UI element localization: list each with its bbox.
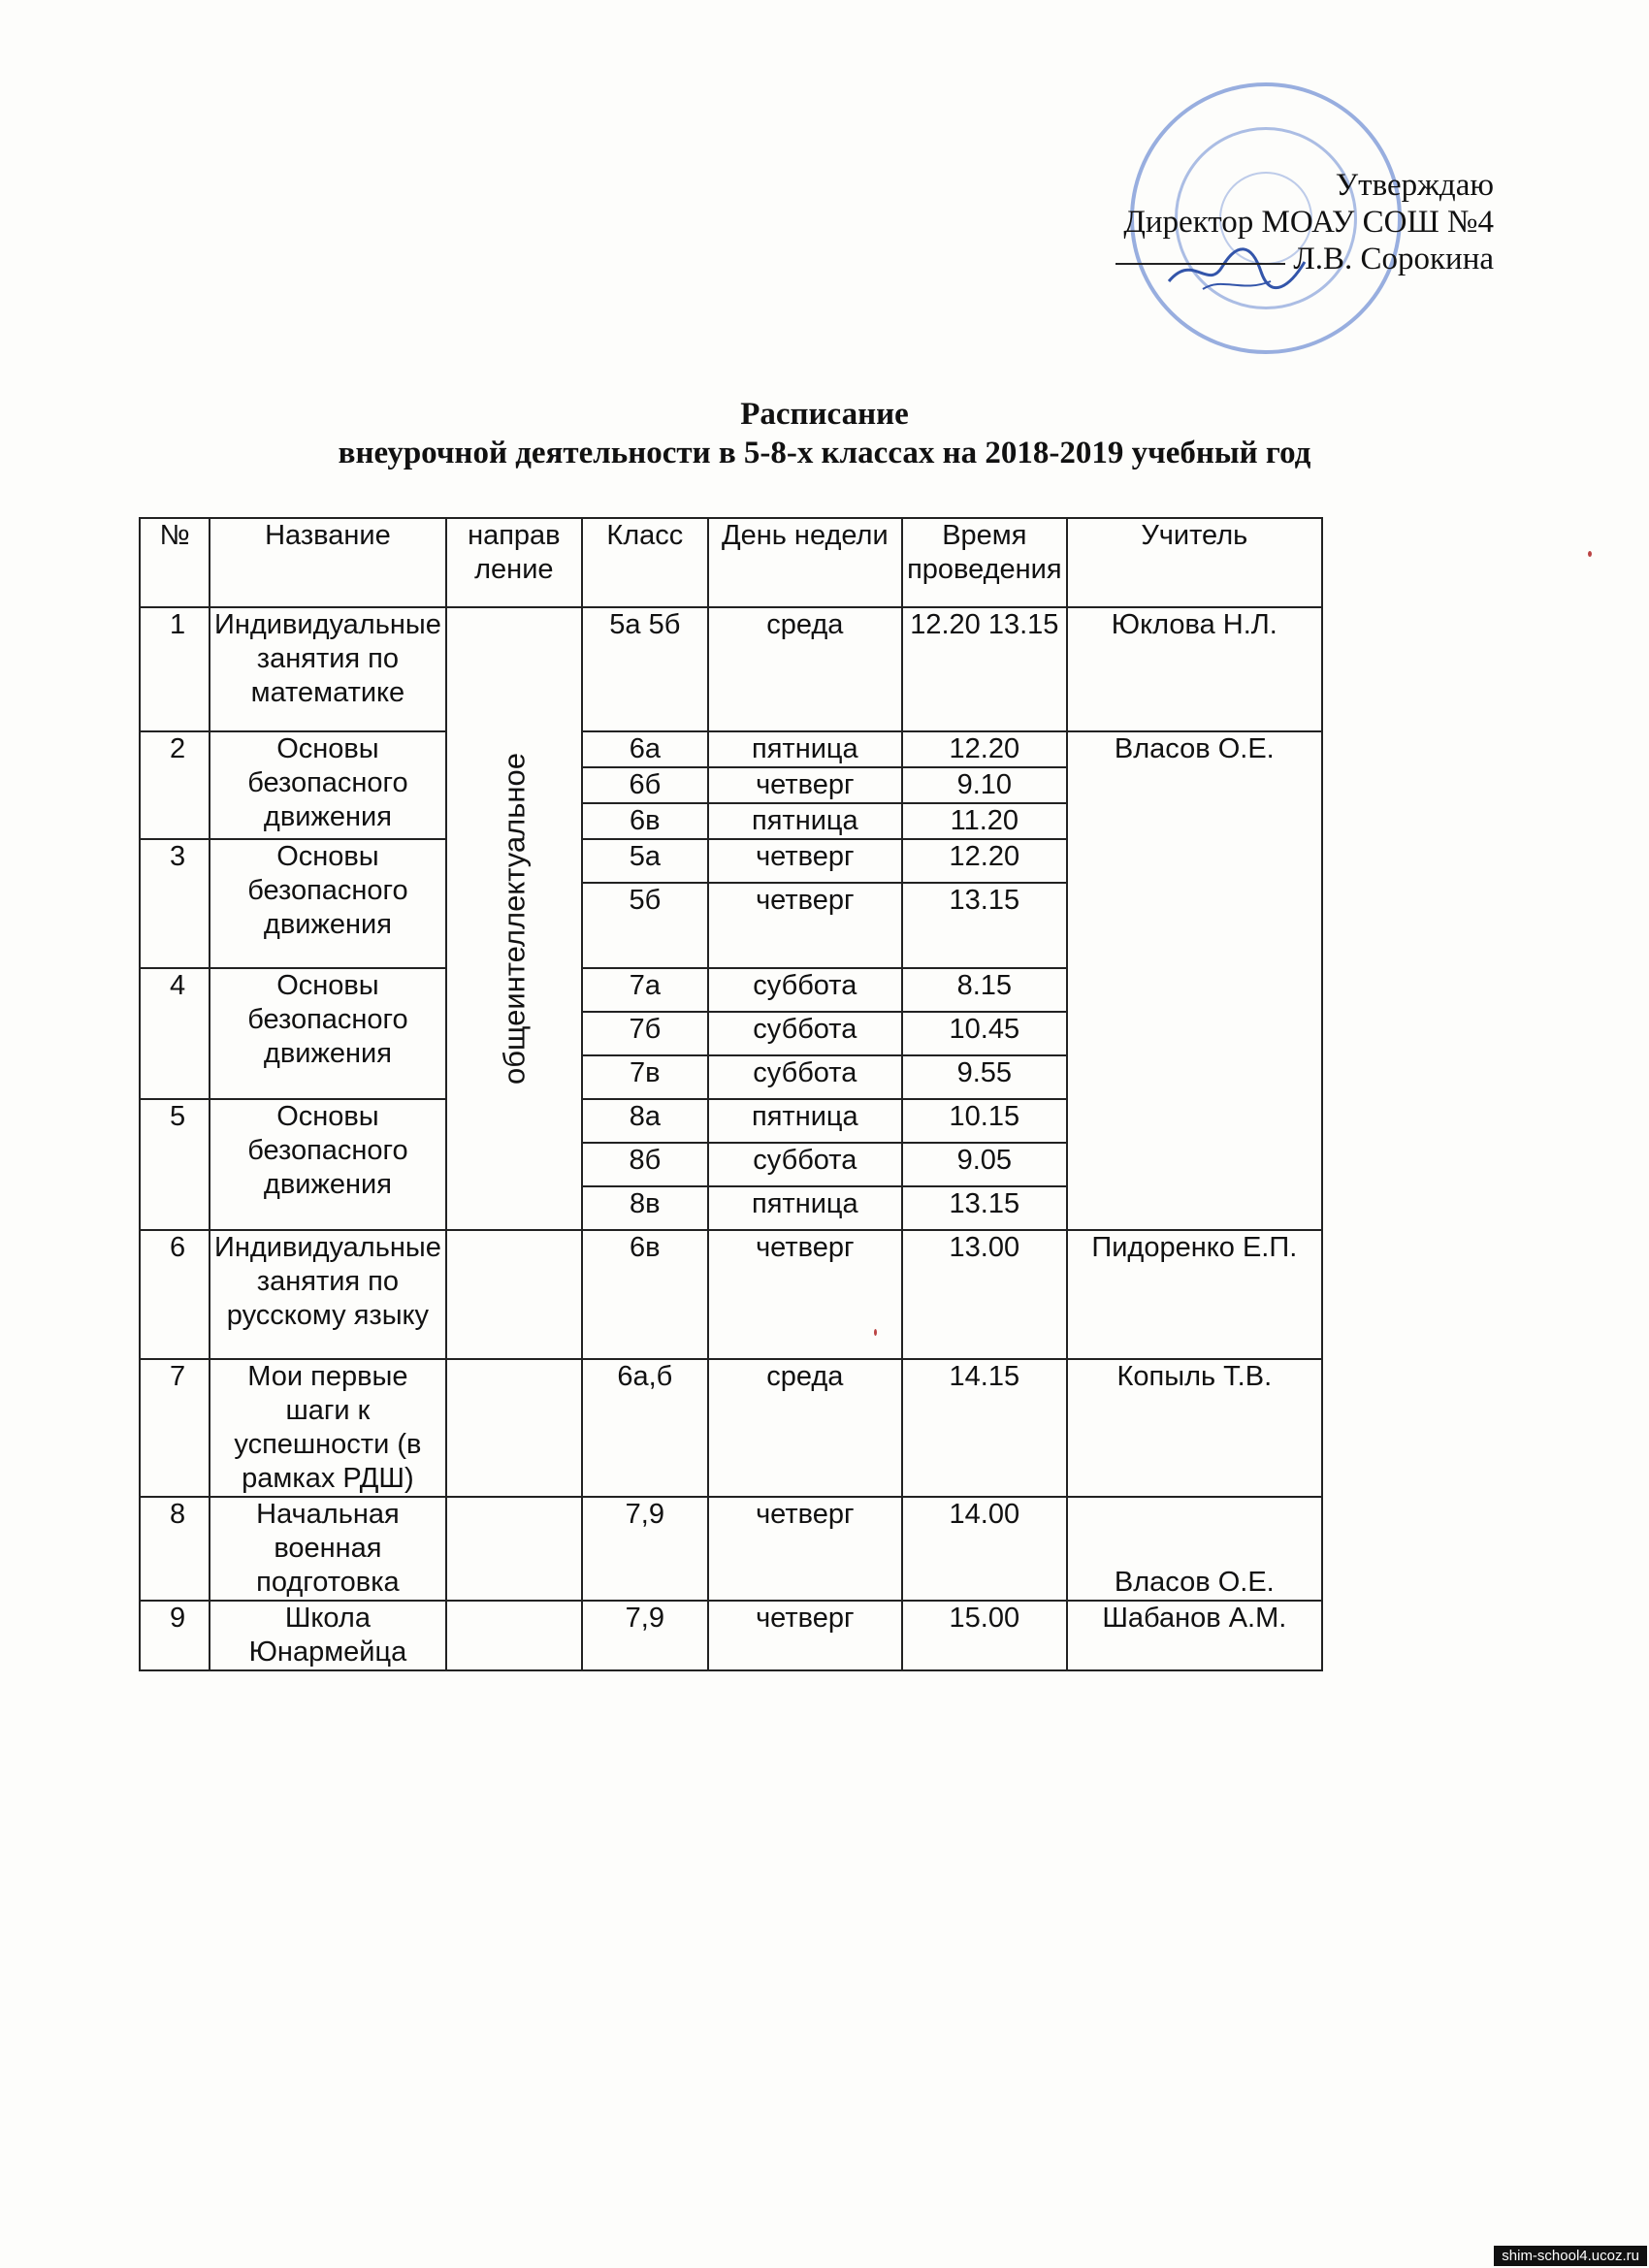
scan-mark — [1588, 551, 1592, 557]
header-direction: направ ление — [446, 518, 582, 607]
row-name: Начальная военная подготовка — [210, 1497, 446, 1601]
row-class: 5а 5б — [582, 607, 708, 731]
row-name: Основы безопасного движения — [210, 1099, 446, 1230]
signature-line — [1116, 263, 1285, 265]
row-num: 8 — [140, 1497, 210, 1601]
row-num: 3 — [140, 839, 210, 968]
row-time: 10.15 — [902, 1099, 1067, 1143]
row-day: среда — [708, 1359, 902, 1497]
row-time: 14.15 — [902, 1359, 1067, 1497]
row-time: 13.15 — [902, 883, 1067, 968]
row-day: четверг — [708, 883, 902, 968]
row-num: 9 — [140, 1601, 210, 1670]
row-num: 4 — [140, 968, 210, 1099]
row-name: Основы безопасного движения — [210, 731, 446, 839]
row-time: 13.15 — [902, 1186, 1067, 1230]
row-day: четверг — [708, 1497, 902, 1601]
row-teacher: Юклова Н.Л. — [1067, 607, 1322, 731]
row-time: 14.00 — [902, 1497, 1067, 1601]
row-name: Индивидуальные занятия по математике — [210, 607, 446, 731]
row-class: 7,9 — [582, 1601, 708, 1670]
document-title: Расписание — [740, 397, 909, 432]
row-day: четверг — [708, 839, 902, 883]
row-time: 12.20 — [902, 839, 1067, 883]
row-teacher: Шабанов А.М. — [1067, 1601, 1322, 1670]
row-day: четверг — [708, 767, 902, 803]
row-class: 5а — [582, 839, 708, 883]
row-num: 6 — [140, 1230, 210, 1359]
table-row — [140, 731, 1322, 767]
row-num: 7 — [140, 1359, 210, 1497]
row-name: Школа Юнармейца — [210, 1601, 446, 1670]
row-time: 9.10 — [902, 767, 1067, 803]
row-day: среда — [708, 607, 902, 731]
row-num: 2 — [140, 731, 210, 839]
row-class: 7а — [582, 968, 708, 1012]
row-day: суббота — [708, 968, 902, 1012]
direction-empty — [446, 1359, 582, 1497]
document-subtitle: внеурочной деятельности в 5-8-х классах на 2018-2019 учебный год — [338, 436, 1311, 470]
scan-mark — [874, 1329, 877, 1336]
table-row — [140, 607, 1322, 731]
table-row — [140, 1497, 1322, 1601]
row-name: Индивидуальные занятия по русскому языку — [210, 1230, 446, 1359]
row-time: 10.45 — [902, 1012, 1067, 1055]
approval-line-2: Директор МОАУ СОШ №4 — [1123, 205, 1494, 240]
approval-line-3: Л.В. Сорокина — [1293, 242, 1494, 276]
approval-line-1: Утверждаю — [1335, 168, 1494, 203]
row-day: суббота — [708, 1143, 902, 1186]
row-day: четверг — [708, 1601, 902, 1670]
header-teacher: Учитель — [1067, 518, 1322, 607]
row-time: 9.55 — [902, 1055, 1067, 1099]
row-class: 6в — [582, 803, 708, 839]
direction-empty — [446, 1601, 582, 1670]
row-teacher: Пидоренко Е.П. — [1067, 1230, 1322, 1359]
header-day: День недели — [708, 518, 902, 607]
row-time: 12.20 — [902, 731, 1067, 767]
direction-empty — [446, 1497, 582, 1601]
row-class: 5б — [582, 883, 708, 968]
row-class: 8б — [582, 1143, 708, 1186]
row-time: 15.00 — [902, 1601, 1067, 1670]
row-day: суббота — [708, 1012, 902, 1055]
row-class: 7в — [582, 1055, 708, 1099]
row-class: 8а — [582, 1099, 708, 1143]
row-class: 6б — [582, 767, 708, 803]
row-class: 8в — [582, 1186, 708, 1230]
header-name: Название — [210, 518, 446, 607]
table-row — [140, 1359, 1322, 1497]
row-time: 11.20 — [902, 803, 1067, 839]
row-time: 13.00 — [902, 1230, 1067, 1359]
row-class: 6а,б — [582, 1359, 708, 1497]
row-day: пятница — [708, 731, 902, 767]
approval-block — [1116, 167, 1494, 277]
row-day: суббота — [708, 1055, 902, 1099]
direction-label: общеинтеллектуальное — [497, 753, 532, 1085]
table-row — [140, 1230, 1322, 1359]
direction-cell — [446, 607, 582, 1230]
direction-empty — [446, 1230, 582, 1359]
site-watermark: shim-school4.ucoz.ru — [1494, 2246, 1647, 2266]
row-class: 6а — [582, 731, 708, 767]
row-day: пятница — [708, 803, 902, 839]
row-day: четверг — [708, 1230, 902, 1359]
row-time: 12.20 13.15 — [902, 607, 1067, 731]
row-teacher: Власов О.Е. — [1067, 731, 1322, 1230]
row-teacher: Власов О.Е. — [1067, 1497, 1322, 1601]
row-day: пятница — [708, 1186, 902, 1230]
row-class: 7,9 — [582, 1497, 708, 1601]
table-header-row — [140, 518, 1322, 607]
row-num: 5 — [140, 1099, 210, 1230]
header-class: Класс — [582, 518, 708, 607]
row-teacher: Копыль Т.В. — [1067, 1359, 1322, 1497]
header-num: № — [140, 518, 210, 607]
row-time: 8.15 — [902, 968, 1067, 1012]
row-day: пятница — [708, 1099, 902, 1143]
row-time: 9.05 — [902, 1143, 1067, 1186]
header-time: Время проведения — [902, 518, 1067, 607]
row-class: 7б — [582, 1012, 708, 1055]
table-row — [140, 1601, 1322, 1670]
row-num: 1 — [140, 607, 210, 731]
row-class: 6в — [582, 1230, 708, 1359]
row-name: Мои первые шаги к успешности (в рамках РДШ) — [210, 1359, 446, 1497]
row-name: Основы безопасного движения — [210, 839, 446, 968]
row-name: Основы безопасного движения — [210, 968, 446, 1099]
schedule-table — [139, 517, 1323, 1671]
